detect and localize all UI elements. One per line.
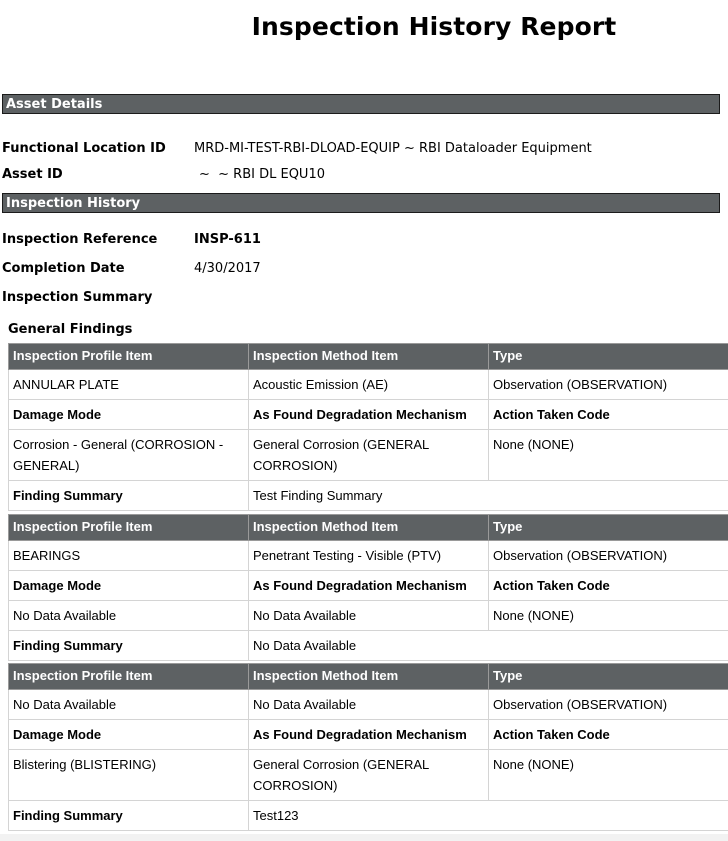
asset-id-row [0, 167, 728, 183]
asset-details-header: Asset Details [2, 94, 720, 114]
asset-id-label: Asset ID [2, 167, 63, 182]
action-taken-label: Action Taken Code [489, 400, 728, 430]
degradation-label: As Found Degradation Mechanism [249, 400, 489, 430]
damage-mode-value: Blistering (BLISTERING) [9, 750, 249, 801]
degradation-value: General Corrosion (GENERAL CORROSION) [249, 430, 489, 481]
method-item-header: Inspection Method Item [249, 515, 489, 541]
functional-location-value: MRD-MI-TEST-RBI-DLOAD-EQUIP ~ RBI Dataloader Equipment [194, 141, 592, 156]
finding-table [8, 514, 728, 661]
profile-item-value: No Data Available [9, 690, 249, 720]
action-taken-label: Action Taken Code [489, 571, 728, 601]
completion-date-value: 4/30/2017 [194, 261, 261, 276]
finding-summary-label: Finding Summary [9, 481, 249, 511]
type-value: Observation (OBSERVATION) [489, 690, 728, 720]
finding-summary-value: Test Finding Summary [249, 481, 728, 511]
functional-location-label: Functional Location ID [2, 141, 166, 156]
type-header: Type [489, 515, 728, 541]
general-findings-title: General Findings [8, 322, 133, 337]
method-item-value: Acoustic Emission (AE) [249, 370, 489, 400]
type-header: Type [489, 664, 728, 690]
finding-header-row [9, 664, 728, 690]
action-taken-label: Action Taken Code [489, 720, 728, 750]
method-item-header: Inspection Method Item [249, 664, 489, 690]
degradation-label: As Found Degradation Mechanism [249, 571, 489, 601]
method-item-value: Penetrant Testing - Visible (PTV) [249, 541, 489, 571]
finding-summary-label: Finding Summary [9, 801, 249, 831]
finding-summary-value: No Data Available [249, 631, 728, 661]
finding-subheader-row [9, 571, 728, 601]
asset-id-value: ~ ~ RBI DL EQU10 [199, 167, 325, 182]
damage-mode-label: Damage Mode [9, 400, 249, 430]
type-header: Type [489, 344, 728, 370]
degradation-value: General Corrosion (GENERAL CORROSION) [249, 750, 489, 801]
profile-item-value: ANNULAR PLATE [9, 370, 249, 400]
completion-date-row [0, 261, 728, 277]
finding-subheader-row [9, 400, 728, 430]
finding-values-row [9, 690, 728, 720]
profile-item-header: Inspection Profile Item [9, 344, 249, 370]
type-value: Observation (OBSERVATION) [489, 370, 728, 400]
damage-mode-label: Damage Mode [9, 571, 249, 601]
finding-summary-row [9, 631, 728, 661]
profile-item-value: BEARINGS [9, 541, 249, 571]
finding-detail-row [9, 750, 728, 801]
finding-header-row [9, 515, 728, 541]
action-taken-value: None (NONE) [489, 750, 728, 801]
profile-item-header: Inspection Profile Item [9, 515, 249, 541]
degradation-label: As Found Degradation Mechanism [249, 720, 489, 750]
action-taken-value: None (NONE) [489, 601, 728, 631]
finding-detail-row [9, 601, 728, 631]
report-title: Inspection History Report [251, 12, 617, 41]
inspection-summary-label: Inspection Summary [2, 290, 153, 305]
inspection-reference-label: Inspection Reference [2, 232, 158, 247]
action-taken-value: None (NONE) [489, 430, 728, 481]
finding-subheader-row [9, 720, 728, 750]
finding-summary-label: Finding Summary [9, 631, 249, 661]
type-value: Observation (OBSERVATION) [489, 541, 728, 571]
damage-mode-label: Damage Mode [9, 720, 249, 750]
damage-mode-value: No Data Available [9, 601, 249, 631]
finding-detail-row [9, 430, 728, 481]
profile-item-header: Inspection Profile Item [9, 664, 249, 690]
functional-location-row [0, 141, 728, 157]
inspection-summary-row [0, 290, 728, 306]
finding-table [8, 343, 728, 511]
inspection-reference-row [0, 232, 728, 248]
degradation-value: No Data Available [249, 601, 489, 631]
method-item-header: Inspection Method Item [249, 344, 489, 370]
damage-mode-value: Corrosion - General (CORROSION - GENERAL) [9, 430, 249, 481]
finding-summary-row [9, 481, 728, 511]
inspection-reference-value: INSP-611 [194, 232, 261, 247]
method-item-value: No Data Available [249, 690, 489, 720]
bottom-divider [0, 834, 728, 841]
finding-table [8, 663, 728, 831]
finding-values-row [9, 541, 728, 571]
finding-summary-value: Test123 [249, 801, 728, 831]
finding-values-row [9, 370, 728, 400]
completion-date-label: Completion Date [2, 261, 125, 276]
finding-summary-row [9, 801, 728, 831]
finding-header-row [9, 344, 728, 370]
inspection-history-header: Inspection History [2, 193, 720, 213]
